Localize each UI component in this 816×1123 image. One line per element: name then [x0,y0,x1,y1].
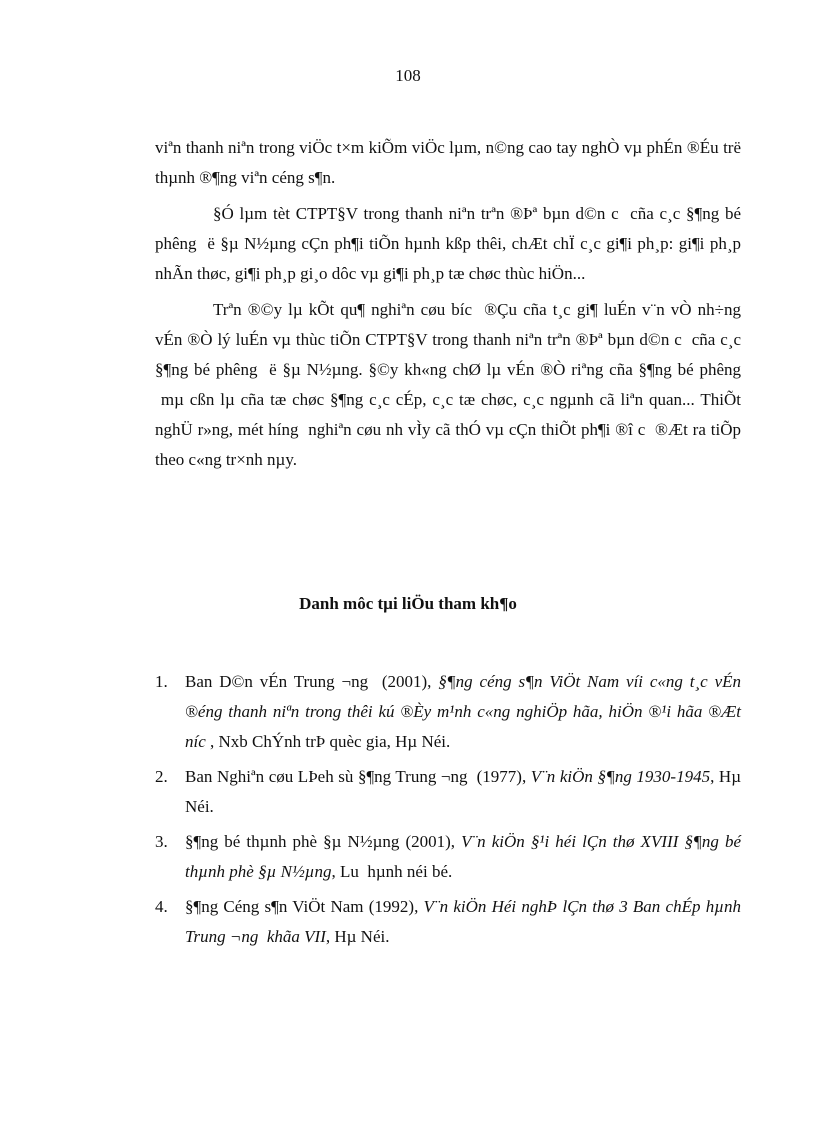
reference-publisher: , Hµ Néi. [185,767,741,816]
body-text [155,133,741,481]
reference-text [185,827,741,887]
reference-title: V¨n kiÖn Héi nghÞ lÇn thø 3 Ban chÉp hµnh Trung ¬ng khãa VII [185,897,741,946]
reference-author: Ban D©n vÉn Trung ¬ng (2001), [185,672,439,691]
reference-item [155,892,741,952]
reference-author: Ban Nghiªn cøu LÞeh sù §¶ng Trung ¬ng (1977), [185,767,531,786]
reference-number: 1. [155,672,168,691]
reference-item [155,667,741,757]
reference-text [185,762,741,822]
paragraph: Trªn ®©y lµ kÕt qu¶ nghiªn cøu bíc ®Çu cña t¸c gi¶ luÉn v¨n vÒ nh÷ng vÉn ®Ò lý luÉn vµ thùc tiÕn CTPT§V trong thanh niªn trªn ®Þª bµn d©n c cña c¸c §¶ng bé phêng ë §µ N½µng. §©y kh«ng chØ lµ vÉn ®Ò riªng cña §¶ng bé phêng mµ cßn lµ cña tæ chøc §¶ng c¸c cÉp, c¸c tæ chøc, c¸c ngµnh cã liªn quan... ThiÕt nghÜ r»ng, mét híng nghiªn cøu nh vÌy cã thÓ vµ cÇn thiÕt ph¶i ®î c ®Æt ra tiÕp theo c«ng tr×nh nµy. [155,300,741,469]
reference-author: §¶ng Céng s¶n ViÖt Nam (1992), [185,897,424,916]
reference-author: §¶ng bé thµnh phè §µ N½µng (2001), [185,832,462,851]
reference-title: V¨n kiÖn §¹i héi lÇn thø XVIII §¶ng bé thµnh phè §µ N½µng [185,832,741,881]
reference-publisher: , Lu hµnh néi bé. [331,862,453,881]
reference-text [185,892,741,952]
page-number: 108 [395,66,421,85]
reference-item [155,827,741,887]
references-heading: Danh môc tµi liÖu tham kh¶o [299,594,517,613]
reference-title: §¶ng céng s¶n ViÖt Nam víi c«ng t¸c vÉn ®éng thanh niªn trong thêi kú ®Èy m¹nh c«ng nghiÖp hãa, hiÖn ®¹i hãa ®Æt níc [185,672,741,751]
reference-item [155,762,741,822]
reference-number: 4. [155,897,168,916]
paragraph: §Ó lµm tèt CTPT§V trong thanh niªn trªn ®Þª bµn d©n c cña c¸c §¶ng bé phêng ë §µ N½µng cÇn ph¶i tiÕn hµnh kßp thêi, chÆt chÏ c¸c gi¶i ph¸p: gi¶i ph¸p nhÃn thøc, gi¶i ph¸p gi¸o dôc vµ gi¶i ph¸p tæ chøc thùc hiÖn... [155,204,741,283]
reference-publisher: , Nxb ChÝnh trÞ quèc gia, Hµ Néi. [205,732,451,751]
paragraph: viªn thanh niªn trong viÖc t×m kiÕm viÖc lµm, n©ng cao tay nghÒ vµ phÉn ®Éu trë thµnh ®¶ng viªn céng s¶n. [155,138,741,187]
reference-number: 3. [155,832,168,851]
reference-title: V¨n kiÖn §¶ng 1930-1945 [530,767,711,786]
reference-list [155,667,741,957]
reference-text [185,667,741,757]
reference-publisher: , Hµ Néi. [325,927,390,946]
reference-number: 2. [155,767,168,786]
